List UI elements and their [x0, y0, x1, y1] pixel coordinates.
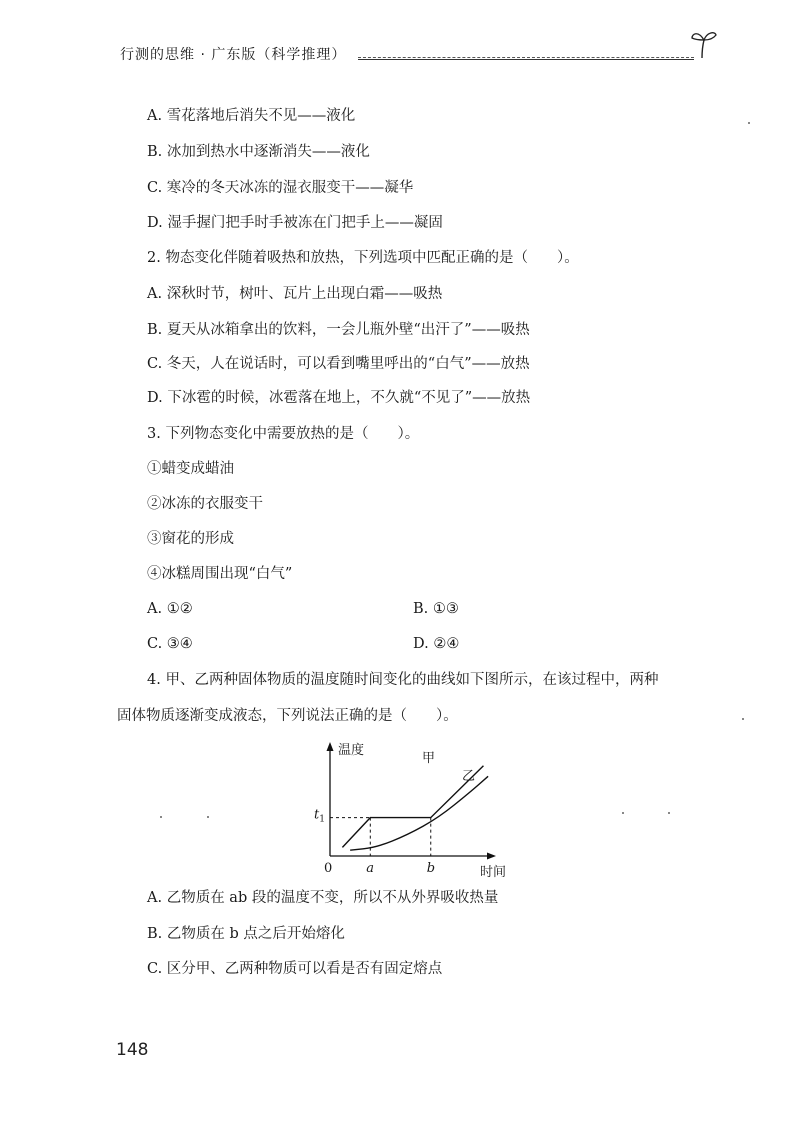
- q4-stem-line-1: 4. 甲、乙两种固体物质的温度随时间变化的曲线如下图所示，在该过程中，两种: [147, 672, 659, 688]
- q3-item-3: ③窗花的形成: [147, 531, 234, 547]
- scan-speck: [160, 816, 162, 818]
- x-axis-label: 时间: [480, 865, 507, 880]
- scan-speck: [207, 816, 209, 818]
- series-jia-label: 甲: [422, 751, 436, 766]
- q1-option-c: C. 寒冷的冬天冰冻的湿衣服变干——凝华: [147, 180, 414, 196]
- q1-option-a: A. 雪花落地后消失不见——液化: [147, 108, 356, 124]
- scan-speck: [742, 718, 744, 720]
- graph-axes: [327, 742, 497, 860]
- q3-item-4: ④冰糕周围出现“白气”: [147, 566, 293, 582]
- q2-option-d: D. 下冰雹的时候，冰雹落在地上，不久就“不见了”——放热: [147, 390, 531, 406]
- q3-item-1: ①蜡变成蜡油: [147, 461, 234, 477]
- dashed-guides: [330, 818, 431, 856]
- q3-option-c: C. ③④: [147, 636, 193, 652]
- x-tick-label: a: [366, 861, 375, 876]
- q3-option-d: D. ②④: [413, 636, 460, 652]
- q1-option-d: D. 湿手握门把手时手被冻在门把手上——凝固: [147, 215, 443, 231]
- labels-layer: [314, 742, 506, 880]
- q3-stem: 3. 下列物态变化中需要放热的是（ ）。: [147, 426, 420, 442]
- running-header: 行测的思维 · 广东版（科学推理）: [120, 47, 347, 63]
- page-number: 148: [116, 1040, 149, 1060]
- q4-option-a: A. 乙物质在 ab 段的温度不变，所以不从外界吸收热量: [147, 890, 499, 906]
- q2-stem: 2. 物态变化伴随着吸热和放热，下列选项中匹配正确的是（ ）。: [147, 250, 579, 266]
- q4-option-b: B. 乙物质在 b 点之后开始熔化: [147, 926, 345, 942]
- scan-speck: [668, 812, 670, 814]
- y-axis-label: 温度: [338, 743, 365, 758]
- x-tick-label: b: [426, 861, 436, 876]
- y-tick-label: $t_1$: [314, 807, 325, 825]
- q3-option-a: A. ①②: [147, 601, 193, 617]
- scan-speck: [622, 812, 624, 814]
- header-rule: [358, 57, 694, 58]
- q2-option-c: C. 冬天，人在说话时，可以看到嘴里呼出的“白气”——放热: [147, 356, 530, 372]
- series-yi-label: 乙: [462, 769, 476, 784]
- scan-speck: [748, 122, 750, 124]
- x-tick-label: 0: [324, 861, 333, 876]
- header-rule: [358, 59, 694, 60]
- sprout-icon: [690, 28, 718, 58]
- q3-item-2: ②冰冻的衣服变干: [147, 496, 263, 512]
- q4-stem-line-2: 固体物质逐渐变成液态，下列说法正确的是（ ）。: [117, 708, 458, 724]
- temperature-time-graph: [310, 738, 520, 880]
- q3-option-b: B. ①③: [413, 601, 459, 617]
- q2-option-a: A. 深秋时节，树叶、瓦片上出现白霜——吸热: [147, 286, 443, 302]
- q4-option-c: C. 区分甲、乙两种物质可以看是否有固定熔点: [147, 961, 443, 977]
- series-jia-line: [350, 776, 488, 850]
- q2-option-b: B. 夏天从冰箱拿出的饮料，一会儿瓶外壁“出汗了”——吸热: [147, 322, 530, 338]
- q1-option-b: B. 冰加到热水中逐渐消失——液化: [147, 144, 370, 160]
